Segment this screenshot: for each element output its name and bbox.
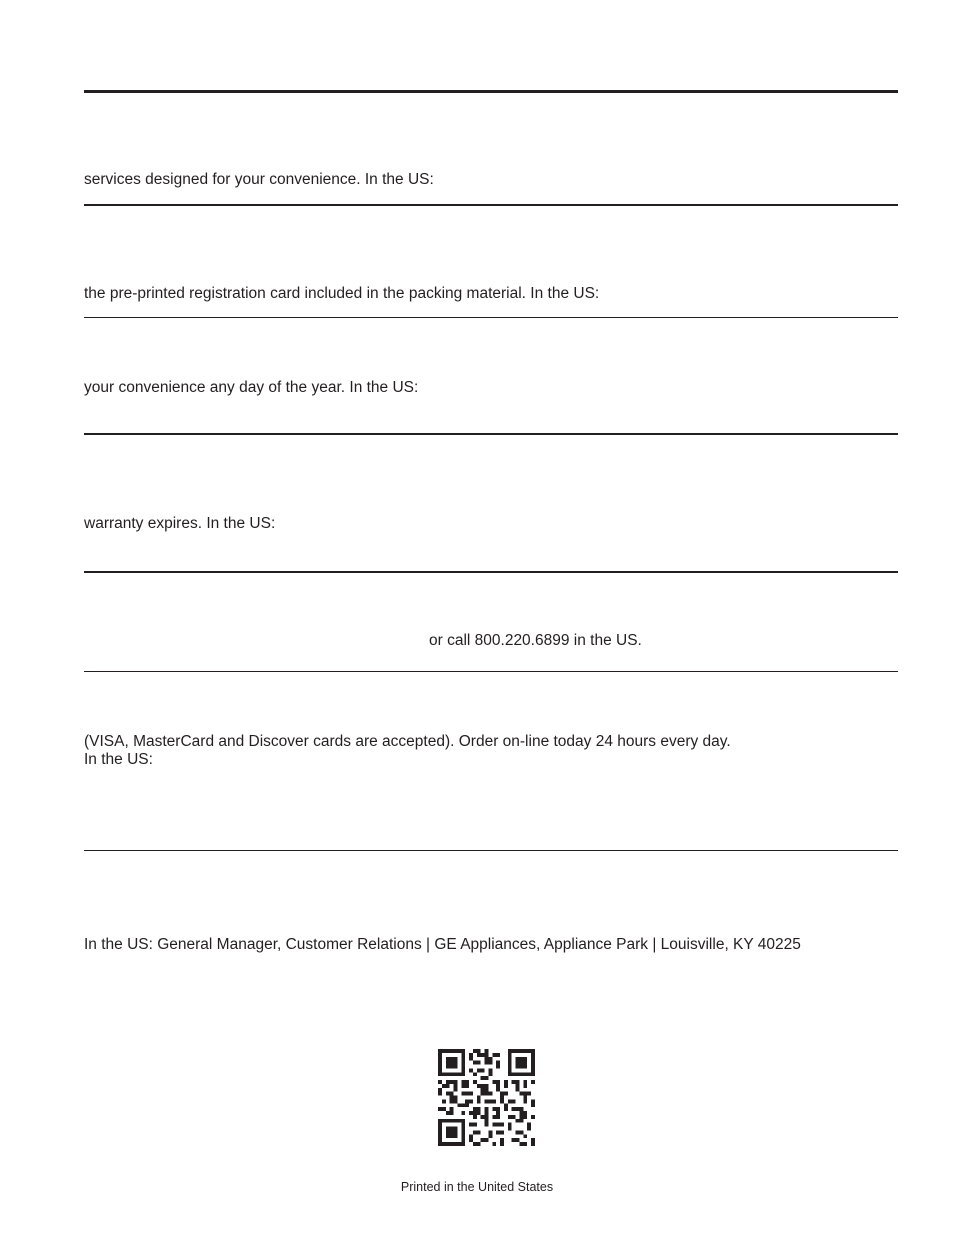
section-divider-5 bbox=[84, 671, 898, 672]
phone-text: or call 800.220.6899 in the US. bbox=[429, 632, 642, 649]
registration-text: the pre-printed registration card included in the packing material. In the US: bbox=[84, 285, 600, 302]
section-divider-3 bbox=[84, 433, 898, 435]
parts-order-text-line2: In the US: bbox=[84, 751, 153, 768]
parts-order-text-line1: (VISA, MasterCard and Discover cards are accepted). Order on-line today 24 hours every day. bbox=[84, 733, 731, 750]
printed-in-notice: Printed in the United States bbox=[400, 1180, 554, 1194]
top-divider bbox=[84, 90, 898, 93]
section-divider-6 bbox=[84, 850, 898, 851]
section-divider-4 bbox=[84, 571, 898, 573]
extended-warranty-text: warranty expires. In the US: bbox=[84, 515, 276, 532]
section-divider-2 bbox=[84, 317, 898, 318]
schedule-service-text: your convenience any day of the year. In the US: bbox=[84, 379, 419, 396]
contact-address-text: In the US: General Manager, Customer Relations | GE Appliances, Appliance Park | Louisville, KY 40225 bbox=[84, 936, 801, 953]
service-text: services designed for your convenience. In the US: bbox=[84, 171, 434, 188]
qr-code-icon bbox=[438, 1049, 535, 1146]
section-divider-1 bbox=[84, 204, 898, 206]
